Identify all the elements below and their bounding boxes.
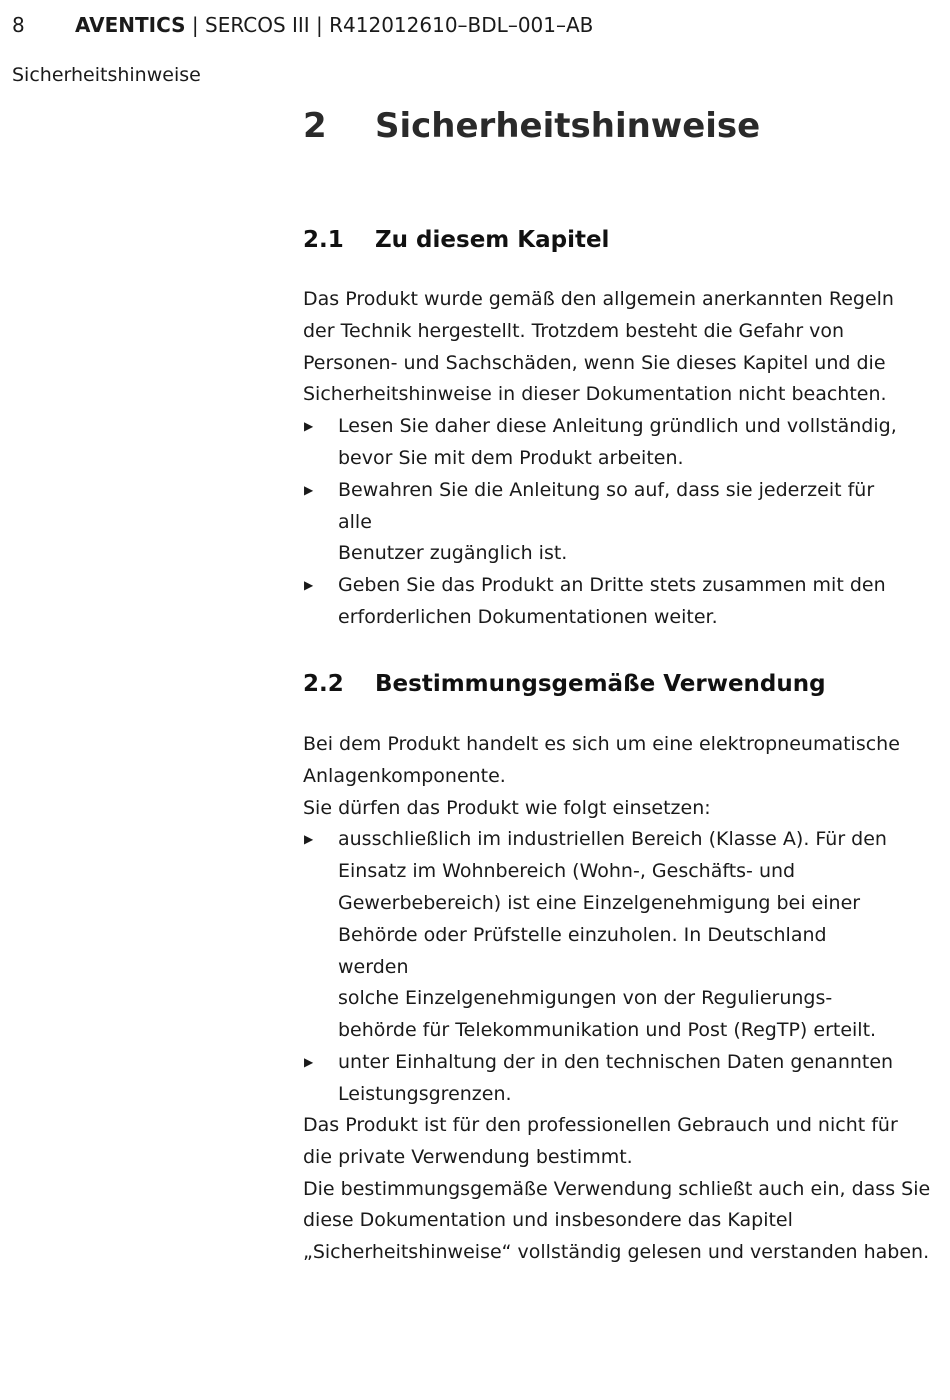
section-2-2-closing xyxy=(303,1110,931,1269)
section-title: Bestimmungsgemäße Verwendung xyxy=(375,671,826,697)
bullet-list xyxy=(303,824,903,1110)
bullet-icon: ▶ xyxy=(304,578,314,593)
chapter-number: 2 xyxy=(303,106,327,146)
paragraph-line: der Technik hergestellt. Trotzdem besteht die Gefahr von xyxy=(303,319,845,342)
section-number: 2.1 xyxy=(303,227,344,253)
list-item-text: Bewahren Sie die Anleitung so auf, dass sie jederzeit für alle Benutzer zugänglich ist. xyxy=(338,478,875,565)
list-item xyxy=(303,475,903,570)
paragraph-line: Anlagenkomponente. xyxy=(303,764,506,787)
paragraph-line: Sicherheitshinweise in dieser Dokumentation nicht beachten. xyxy=(303,383,887,406)
paragraph-line: Die bestimmungsgemäße Verwendung schließt auch ein, dass Sie xyxy=(303,1177,931,1200)
brand-name: AVENTICS xyxy=(75,13,186,37)
list-item-text: unter Einhaltung der in den technischen Daten genannten Leistungsgrenzen. xyxy=(338,1050,894,1105)
bullet-icon: ▶ xyxy=(304,1054,314,1069)
list-item xyxy=(303,824,903,1047)
section-title: Zu diesem Kapitel xyxy=(375,227,610,253)
bullet-icon: ▶ xyxy=(304,419,314,434)
paragraph-line: Das Produkt wurde gemäß den allgemein anerkannten Regeln xyxy=(303,288,894,310)
paragraph-line: „Sicherheitshinweise“ vollständig gelesen und verstanden haben. xyxy=(303,1241,930,1264)
section-2-2-body xyxy=(303,729,903,1111)
list-item xyxy=(303,570,903,634)
bullet-icon: ▶ xyxy=(304,482,314,497)
paragraph-line: Sie dürfen das Produkt wie folgt einsetzen: xyxy=(303,796,711,819)
section-heading-2-2 xyxy=(303,668,903,700)
paragraph-line: Personen- und Sachschäden, wenn Sie dieses Kapitel und die xyxy=(303,351,886,374)
paragraph-line: Bei dem Produkt handelt es sich um eine elektropneumatische xyxy=(303,733,900,755)
bullet-list xyxy=(303,411,903,634)
paragraph-line: die private Verwendung bestimmt. xyxy=(303,1145,633,1168)
section-2-1-paragraph xyxy=(303,284,903,634)
paragraph xyxy=(303,729,903,824)
paragraph-line: diese Dokumentation und insbesondere das Kapitel xyxy=(303,1209,793,1232)
chapter-title: Sicherheitshinweise xyxy=(375,106,761,146)
list-item xyxy=(303,411,903,475)
list-item-text: ausschließlich im industriellen Bereich (Klasse A). Für den Einsatz im Wohnbereich (Wohn-, Geschäfts- und Gewerbebereich) ist eine Einzelgenehmigung bei einer Behörde oder Prüfstelle einzuholen. In Deutschland werden solche Einzelgenehmigungen von der Regulierungs- behörde für Telekommunikation und Post (RegTP) erteilt. xyxy=(338,828,887,1042)
list-item-text: Lesen Sie daher diese Anleitung gründlich und vollständig, bevor Sie mit dem Produkt arbeiten. xyxy=(338,415,897,469)
chapter-heading xyxy=(303,104,760,148)
document-id: | SERCOS III | R412012610–BDL–001–AB xyxy=(185,13,594,37)
section-number: 2.2 xyxy=(303,671,344,697)
page-number: 8 xyxy=(12,13,25,37)
running-title: Sicherheitshinweise xyxy=(12,64,201,86)
section-heading-2-1 xyxy=(303,224,903,256)
paragraph xyxy=(303,284,903,411)
page-header xyxy=(12,11,593,39)
paragraph xyxy=(303,1110,931,1269)
bullet-icon: ▶ xyxy=(304,832,314,847)
paragraph-line: Das Produkt ist für den professionellen Gebrauch und nicht für xyxy=(303,1114,898,1136)
list-item-text: Geben Sie das Produkt an Dritte stets zusammen mit den erforderlichen Dokumentationen weiter. xyxy=(338,574,886,628)
list-item xyxy=(303,1047,903,1111)
